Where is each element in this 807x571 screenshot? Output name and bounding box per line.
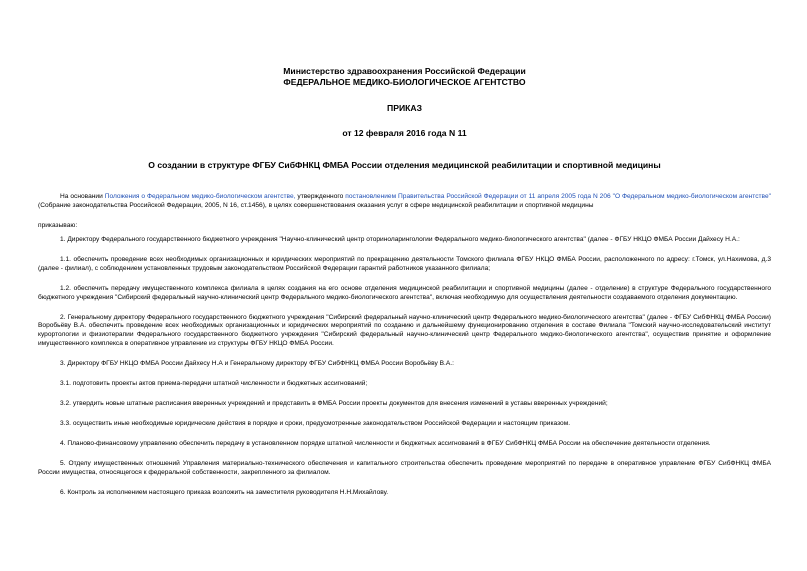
document-title: О создании в структуре ФГБУ СибФНКЦ ФМБА России отделения медицинской реабилитации и спортивной медицины	[148, 160, 661, 170]
paragraph-3: 3. Директору ФГБУ НКЦО ФМБА России Дайхесу Н.А и Генеральному директору ФГБУ СибФНКЦ ФМБА России Воробьёву В.А.:	[60, 359, 454, 367]
regulation-link[interactable]: Положения о Федеральном медико-биологическом агентстве,	[104, 193, 296, 200]
ministry-name: Министерство здравоохранения Российской Федерации	[283, 66, 526, 76]
intro-suffix: (Собрание законодательства Российской Федерации, 2005, N 16, ст.1456), в целях совершенствования оказания услуг в сфере медицинской реабилитации и спортивной медицины	[38, 201, 594, 209]
paragraph-5: 5. Отделу имущественных отношений Управления материально-технического обеспечения и капитального строительства обеспечить проведение мероприятий по передаче в оперативное управление ФГБУ СибФНКЦ ФМБА России имущества, относящегося к федеральной собственности, закрепленного за филиалом.	[38, 460, 771, 476]
paragraph-1-2: 1.2. обеспечить передачу имущественного комплекса филиала в целях создания на его основе отделения медицинской реабилитации и спортивной медицины (далее - отделение) в структуре Федерального государственного бюджетного учреждения "Сибирский федеральный научно-клинический центр Федерального медико-биологического агентства", включая необходимую для осуществления деятельности создаваемого отделения документацию.	[38, 285, 771, 301]
order-date: от 12 февраля 2016 года N 11	[342, 128, 467, 138]
document-body	[38, 193, 771, 497]
paragraph-3-2: 3.2. утвердить новые штатные расписания вверенных учреждений и представить в ФМБА России проекты документов для внесения изменений в уставы вверенных учреждений;	[60, 399, 608, 407]
agency-name: ФЕДЕРАЛЬНОЕ МЕДИКО-БИОЛОГИЧЕСКОЕ АГЕНТСТВО	[283, 77, 526, 87]
order-word: приказываю:	[38, 221, 78, 229]
intro-mid: утвержденного	[295, 193, 346, 200]
paragraph-2: 2. Генеральному директору Федерального государственного бюджетного учреждения "Сибирский федеральный научно-клинический центр Федерального медико-биологического агентства" (далее - ФГБУ СибФНКЦ ФМБА России) Воробьёву В.А. обеспечить проведение всех необходимых организационных и юридических мероприятий по созданию и дальнейшему функционированию отделения в составе Филиала "Томский научно-исследовательский институт курортологии и физиотерапии Федерального государственного бюджетного учреждения "Сибирский федеральный научно-клинический центр Федерального медико-биологического агентства", осуществив принятие и оформление имущественного комплекса в оперативное управление из структуры ФГБУ НКЦО ФМБА России.	[38, 313, 771, 347]
order-type: ПРИКАЗ	[387, 103, 422, 113]
paragraph-3-1: 3.1. подготовить проекты актов приема-передачи штатной численности и бюджетных ассигнований;	[60, 379, 368, 387]
intro-paragraph	[38, 193, 771, 210]
paragraph-1-1: 1.1. обеспечить проведение всех необходимых организационных и юридических мероприятий по прекращению деятельности Томского филиала ФГБУ НКЦО ФМБА России, расположенного по адресу: г.Томск, ул.Нахимова, д.3 (далее - филиал), с соблюдением установленных трудовым законодательством Российской Федерации гарантий работников указанного филиала;	[38, 256, 771, 272]
paragraph-6: 6. Контроль за исполнением настоящего приказа возложить на заместителя руководителя Н.Н.Михайлову.	[60, 488, 389, 496]
paragraph-3-3: 3.3. осуществить иные необходимые юридические действия в порядке и сроки, предусмотренные законодательством Российской Федерации и настоящим приказом.	[60, 419, 571, 427]
paragraph-4: 4. Планово-финансовому управлению обеспечить передачу в установленном порядке штатной численности и бюджетных ассигнований в ФГБУ СибФНКЦ ФМБА России на обеспечение деятельности отделения.	[60, 440, 711, 447]
government-decree-link[interactable]: постановлением Правительства Российской Федерации от 11 апреля 2005 года N 206 "О Федеральном медико-биологическом агентстве"	[345, 193, 771, 200]
document-header	[38, 66, 771, 88]
intro-prefix: На основании	[60, 193, 105, 200]
paragraph-1: 1. Директору Федерального государственного бюджетного учреждения "Научно-клинический центр оториноларингологии Федерального медико-биологического агентства" (далее - ФГБУ НКЦО ФМБА России Дайхесу Н.А.:	[60, 236, 740, 244]
